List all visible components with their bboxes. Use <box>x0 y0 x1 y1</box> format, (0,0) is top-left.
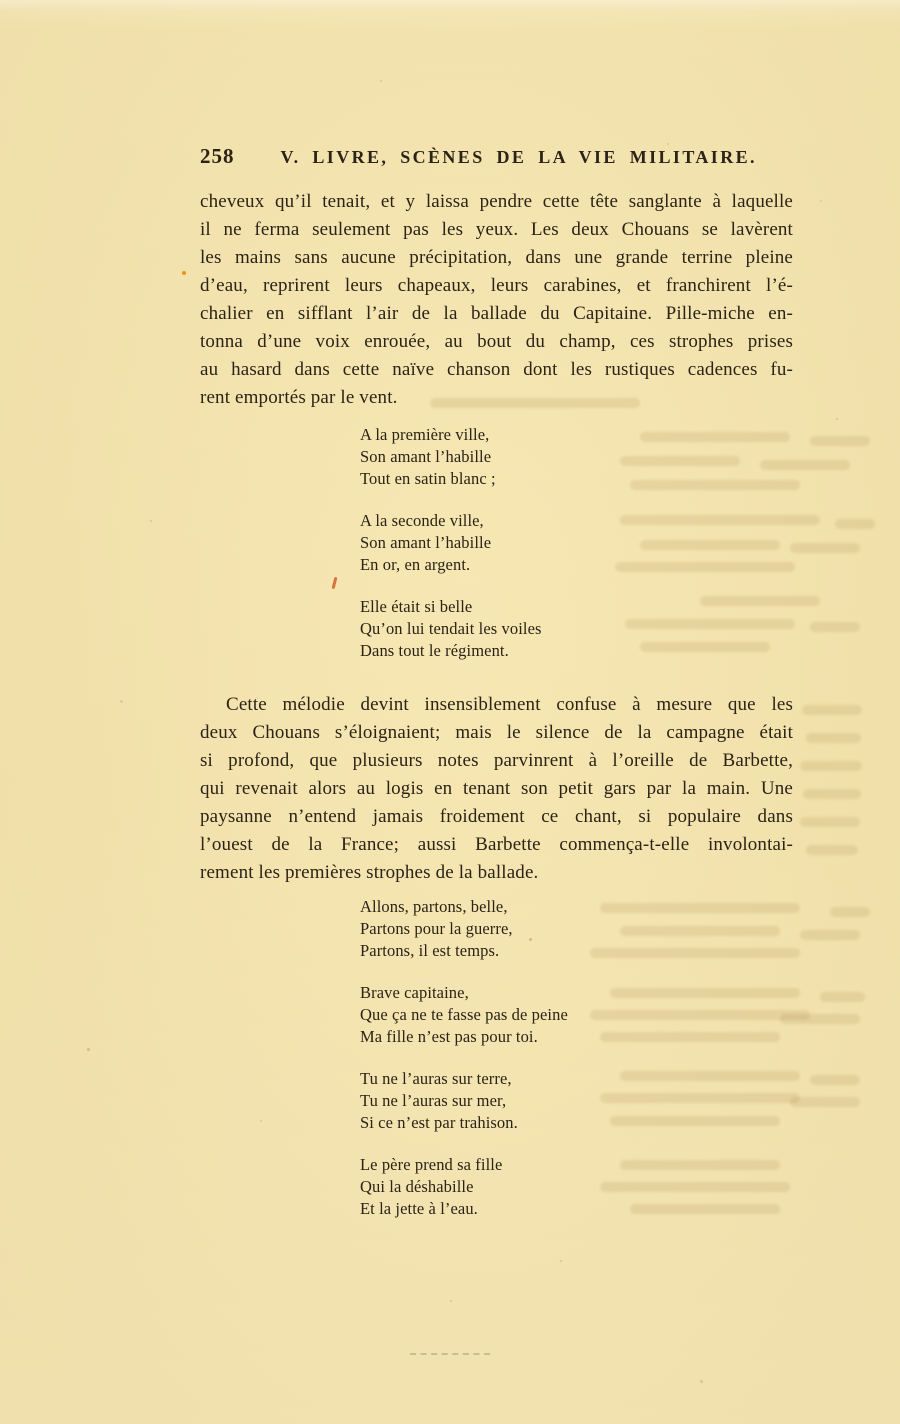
text-line: les mains sans aucune précipitation, dans une grande terrine pleine <box>200 247 793 268</box>
verse-line: Qu’on lui tendait les voiles <box>360 619 542 638</box>
verse-line: Elle était si belle <box>360 597 473 616</box>
paper-speck <box>150 520 152 522</box>
paper-speck <box>836 418 838 420</box>
verso-showthrough <box>835 519 875 529</box>
text-line: Cette mélodie devint insensiblement confuse à mesure que les <box>226 694 793 715</box>
text-line: cheveux qu’il tenait, et y laissa pendre cette tête sanglante à laquelle <box>200 191 793 212</box>
paper-speck <box>560 1260 562 1262</box>
paper-speck <box>700 1380 703 1383</box>
verso-showthrough <box>830 907 870 917</box>
paper-speck <box>120 700 123 703</box>
paper-speck <box>820 200 822 202</box>
verse-line: Dans tout le régiment. <box>360 641 509 660</box>
print-artifact-dashes <box>410 1353 490 1355</box>
verse-line: Brave capitaine, <box>360 983 469 1002</box>
paper-speck <box>450 1300 452 1302</box>
text-line: tonna d’une voix enrouée, au bout du champ, ces strophes prises <box>200 331 793 352</box>
text-line: d’eau, reprirent leurs chapeaux, leurs carabines, et franchirent l’é- <box>200 275 793 296</box>
paragraph-prose-1 <box>200 188 793 412</box>
page-number: 258 <box>200 144 235 168</box>
text-line: si profond, que plusieurs notes parvinrent à l’oreille de Barbette, <box>200 750 793 771</box>
verse-line: A la seconde ville, <box>360 511 484 530</box>
text-line: qui revenait alors au logis en tenant son petit gars par la main. Une <box>200 778 793 799</box>
verso-showthrough <box>790 1097 860 1107</box>
verse-line: Partons pour la guerre, <box>360 919 513 938</box>
running-title: V. LIVRE, SCÈNES DE LA VIE MILITAIRE. <box>280 147 757 167</box>
verse-line: Tu ne l’auras sur mer, <box>360 1091 507 1110</box>
verso-showthrough <box>803 789 861 799</box>
stanza <box>360 1068 680 1134</box>
verse-line: Que ça ne te fasse pas de peine <box>360 1005 568 1024</box>
verso-showthrough <box>800 930 860 940</box>
paragraph-prose-2 <box>200 691 793 887</box>
verse-line: Ma fille n’est pas pour toi. <box>360 1027 538 1046</box>
stanza <box>360 424 680 490</box>
text-line: chalier en sifflant l’air de la ballade du Capitaine. Pille-miche en- <box>200 303 793 324</box>
text-line: rent emportés par le vent. <box>200 387 398 408</box>
text-line: au hasard dans cette naïve chanson dont les rustiques cadences fu- <box>200 359 793 380</box>
verse-line: Son amant l’habille <box>360 533 492 552</box>
verse-line: Allons, partons, belle, <box>360 897 508 916</box>
stanza <box>360 896 680 962</box>
verso-showthrough <box>800 761 862 771</box>
verse-line: Tout en satin blanc ; <box>360 469 496 488</box>
verso-showthrough <box>806 845 858 855</box>
stanza <box>360 1154 680 1220</box>
text-line: paysanne n’entend jamais froidement ce chant, si populaire dans <box>200 806 793 827</box>
verso-showthrough <box>780 1014 860 1024</box>
verse-line: Le père prend sa fille <box>360 1155 503 1174</box>
text-line: l’ouest de la France; aussi Barbette commença-t-elle involontai- <box>200 834 793 855</box>
verso-showthrough <box>806 733 861 743</box>
verso-showthrough <box>800 817 860 827</box>
verse-line: Qui la déshabille <box>360 1177 474 1196</box>
verso-showthrough <box>790 543 860 553</box>
text-line: deux Chouans s’éloignaient; mais le silence de la campagne était <box>200 722 793 743</box>
text-line: il ne ferma seulement pas les yeux. Les deux Chouans se lavèrent <box>200 219 793 240</box>
print-artifact-dot <box>182 271 186 275</box>
verso-showthrough <box>820 992 865 1002</box>
verso-showthrough <box>802 705 862 715</box>
paper-speck <box>260 1120 262 1122</box>
verso-showthrough <box>700 596 820 606</box>
paper-speck <box>87 1048 90 1051</box>
verse-line: Et la jette à l’eau. <box>360 1199 478 1218</box>
verso-showthrough <box>810 436 870 446</box>
verse-line: Si ce n’est par trahison. <box>360 1113 518 1132</box>
verso-showthrough <box>810 1075 860 1085</box>
paper-speck <box>380 80 382 82</box>
stanza <box>360 510 680 576</box>
text-line: rement les premières strophes de la ballade. <box>200 862 539 883</box>
verse-group-ballade-1 <box>360 424 680 682</box>
stanza <box>360 982 680 1048</box>
verse-line: Son amant l’habille <box>360 447 492 466</box>
verse-group-ballade-2 <box>360 896 680 1240</box>
verso-showthrough <box>810 622 860 632</box>
verso-showthrough <box>760 460 850 470</box>
verse-line: En or, en argent. <box>360 555 471 574</box>
print-artifact-slash <box>332 577 338 589</box>
running-header <box>200 144 794 169</box>
stanza <box>360 596 680 662</box>
verse-line: Partons, il est temps. <box>360 941 500 960</box>
verse-line: Tu ne l’auras sur terre, <box>360 1069 512 1088</box>
verse-line: A la première ville, <box>360 425 490 444</box>
